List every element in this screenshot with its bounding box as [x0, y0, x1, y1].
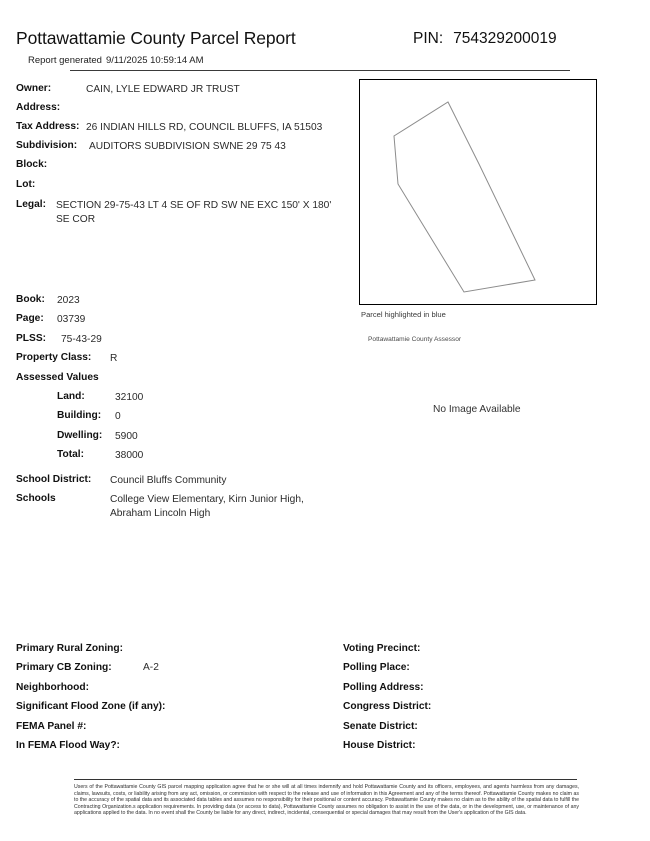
block-label: Block: [16, 159, 48, 170]
parcel-map[interactable] [359, 79, 597, 305]
owner-label: Owner: [16, 83, 52, 94]
schools-value [110, 493, 304, 520]
address-label: Address: [16, 102, 61, 113]
legal-value-line-1: SECTION 29-75-43 LT 4 SE OF RD SW NE EXC 150' X 180' [56, 200, 332, 211]
map-credit: Pottawattamie County Assessor [368, 336, 462, 343]
property-class-value: R [110, 353, 118, 364]
in-fema-flood-way-label: In FEMA Flood Way?: [16, 740, 120, 751]
page-title: Pottawattamie County Parcel Report [16, 28, 296, 48]
report-generated-label: Report generated [28, 55, 102, 66]
polling-place-label: Polling Place: [343, 662, 410, 673]
legal-value-line-2: SE COR [56, 213, 96, 225]
page-label: Page: [16, 313, 44, 324]
land-label: Land: [57, 391, 85, 402]
owner-value: CAIN, LYLE EDWARD JR TRUST [86, 84, 240, 95]
subdivision-label: Subdivision: [16, 140, 78, 151]
primary-rural-zoning-label: Primary Rural Zoning: [16, 643, 123, 654]
assessed-values-heading: Assessed Values [16, 372, 99, 383]
book-value: 2023 [57, 295, 80, 306]
footer-divider [74, 779, 577, 780]
building-label: Building: [57, 410, 102, 421]
polling-address-label: Polling Address: [343, 682, 424, 693]
report-generated [28, 55, 204, 66]
primary-cb-zoning-value: A-2 [143, 662, 159, 673]
congress-district-label: Congress District: [343, 701, 432, 712]
header-divider [70, 70, 570, 71]
primary-cb-zoning-label: Primary CB Zoning: [16, 662, 112, 673]
pin-display [413, 30, 557, 48]
page-value: 03739 [57, 314, 86, 325]
dwelling-label: Dwelling: [57, 430, 103, 441]
lot-label: Lot: [16, 179, 36, 190]
property-class-label: Property Class: [16, 352, 92, 363]
house-district-label: House District: [343, 740, 416, 751]
significant-flood-zone-label: Significant Flood Zone (if any): [16, 701, 166, 712]
parcel-polygon-shape [394, 102, 535, 292]
tax-address-value: 26 INDIAN HILLS RD, COUNCIL BLUFFS, IA 51503 [86, 122, 323, 133]
footer-disclaimer: Users of the Pottawattamie County GIS parcel mapping application agree that he or she will at all times indemnify and hold Pottawattamie County and its officers, employees, and agents harmless from any damages, claims, lawsuits, costs, or liability arising from any act, omission, or commission with respect to the release and use of information in this Agreement and any of the terms thereof. Pottawattamie County makes no claim as to the accuracy of the spatial data and its associated data tables and assumes no responsibility for their positional or content accuracy. Pottawattamie County makes no claim as to the ability of the spatial data to fulfill the Contracting Organization.s application requirements. In providing data (or access to data), Pottawattamie County assumes no obligation to assist in the use of the data, or in the development, use, or maintenance of any applications applied to the data. In no event shall the County be liable for any direct, indirect, incidental, consequential or special damages that may result from the User's application of the GIS data. [74, 784, 579, 817]
report-generated-value: 9/11/2025 10:59:14 AM [105, 55, 204, 66]
building-value: 0 [115, 411, 121, 422]
dwelling-value: 5900 [115, 431, 138, 442]
no-image-placeholder: No Image Available [433, 404, 521, 415]
plss-label: PLSS: [16, 333, 47, 344]
senate-district-label: Senate District: [343, 721, 418, 732]
fema-panel-label: FEMA Panel #: [16, 721, 87, 732]
total-label: Total: [57, 449, 84, 460]
subdivision-value: AUDITORS SUBDIVISION SWNE 29 75 43 [89, 141, 286, 152]
school-district-label: School District: [16, 474, 92, 485]
total-value: 38000 [115, 450, 144, 461]
schools-label: Schools [16, 493, 56, 504]
land-value: 32100 [115, 392, 144, 403]
book-label: Book: [16, 294, 45, 305]
plss-value: 75-43-29 [61, 334, 102, 345]
pin-value: 754329200019 [453, 30, 557, 47]
schools-value-line-2: Abraham Lincoln High [110, 507, 211, 519]
neighborhood-label: Neighborhood: [16, 682, 89, 693]
pin-label: PIN: [413, 30, 444, 47]
tax-address-label: Tax Address: [16, 121, 80, 132]
schools-value-line-1: College View Elementary, Kirn Junior High, [110, 494, 304, 505]
legal-label: Legal: [16, 199, 47, 210]
legal-value [56, 199, 331, 226]
voting-precinct-label: Voting Precinct: [343, 643, 421, 654]
map-caption: Parcel highlighted in blue [361, 310, 446, 319]
school-district-value: Council Bluffs Community [110, 475, 227, 486]
parcel-map-svg [360, 80, 595, 303]
